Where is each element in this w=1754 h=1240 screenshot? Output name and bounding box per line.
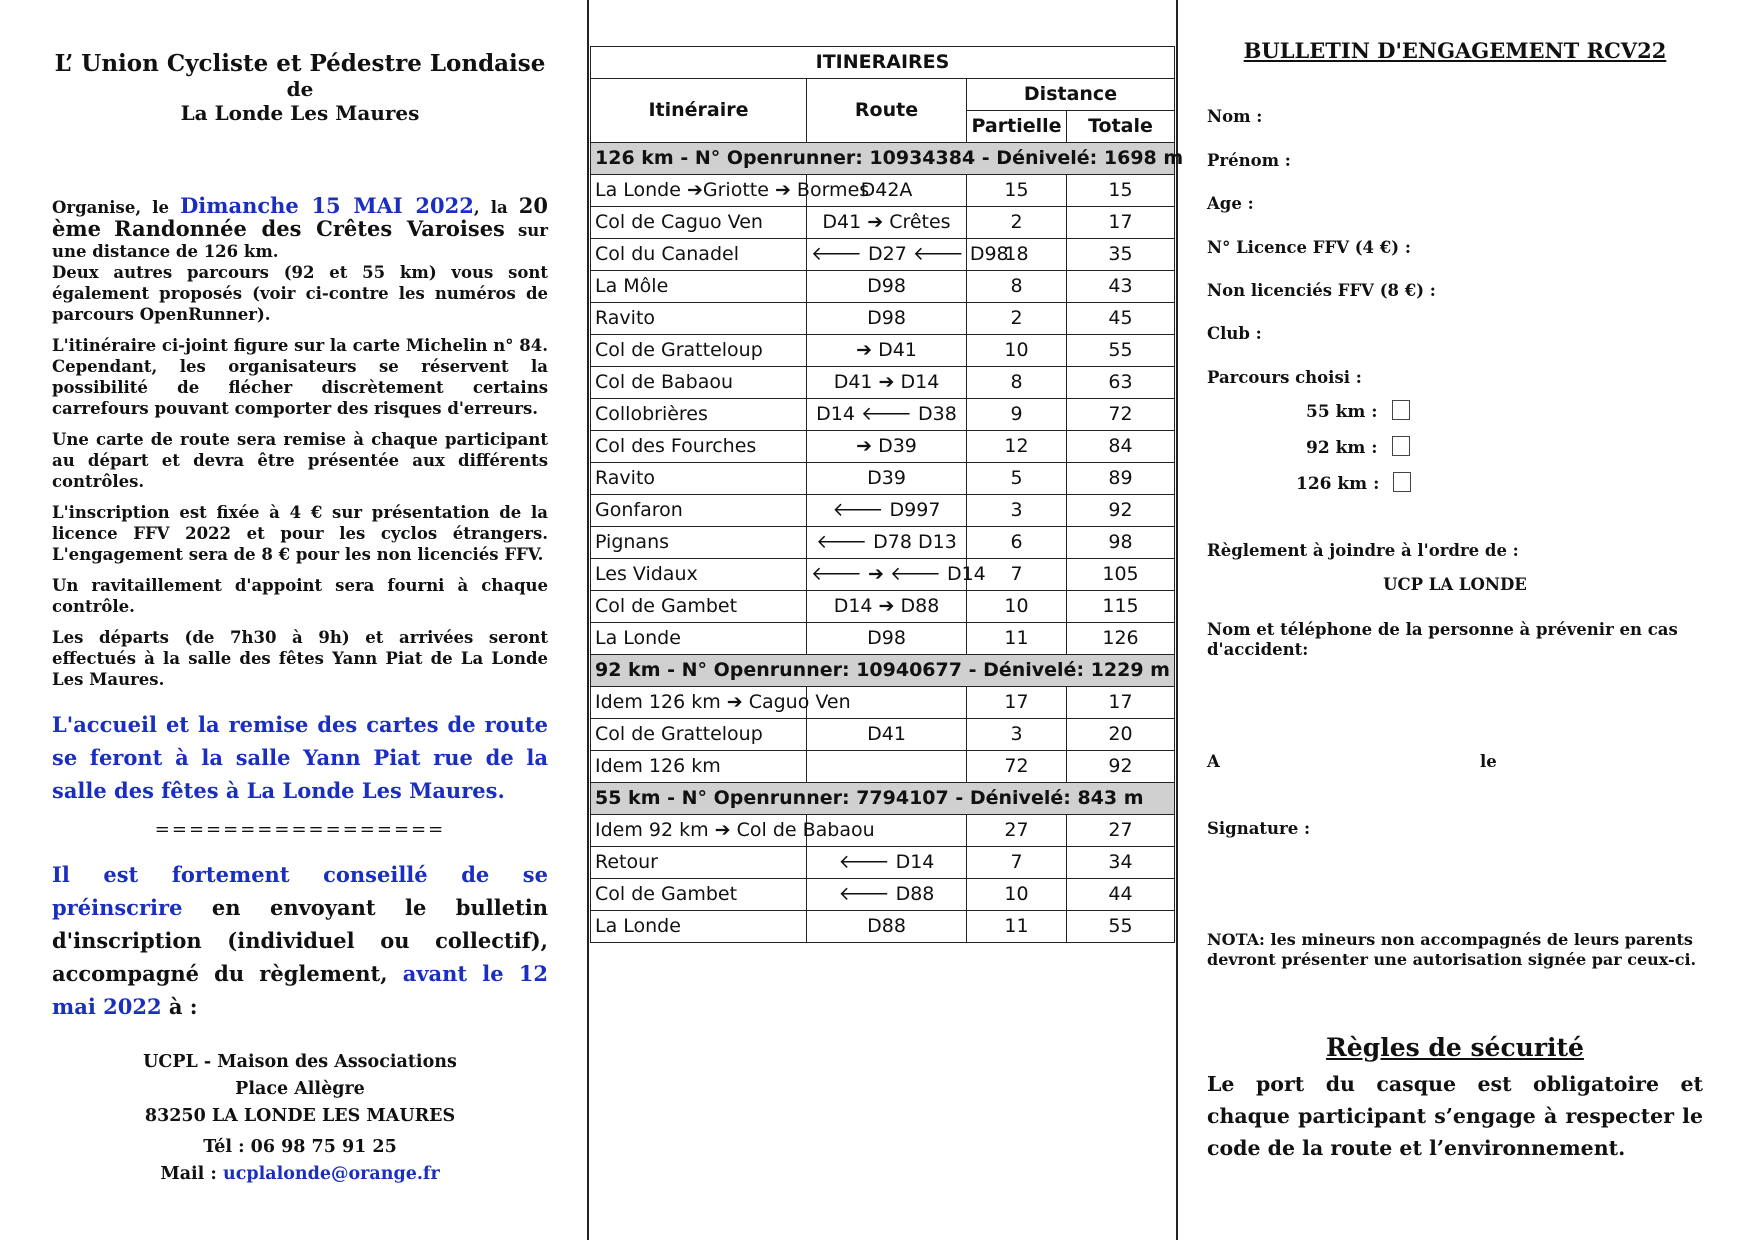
cell-totale: 44	[1067, 879, 1175, 911]
checkbox-55km[interactable]	[1392, 400, 1410, 420]
fee-paragraph: L'inscription est fixée à 4 € sur présentation de la licence FFV 2022 et pour les cyclos étrangers. L'engagement sera de 8 € pour les non licenciés FFV.	[52, 503, 548, 564]
table-title: ITINERAIRES	[591, 47, 1175, 79]
cell-itineraire: Retour	[591, 847, 807, 879]
table-row	[591, 751, 1175, 783]
cell-totale: 45	[1067, 303, 1175, 335]
field-nom[interactable]: Nom :	[1207, 107, 1263, 126]
prereg-deadline: avant le 12 mai 2022	[52, 961, 548, 1019]
section-label: 55 km - N° Openrunner: 7794107 - Dénivelé: 843 m	[591, 783, 1175, 815]
cell-partielle: 17	[967, 687, 1067, 719]
section-header	[591, 783, 1175, 815]
cell-itineraire: Idem 126 km	[591, 751, 807, 783]
welcome-paragraph: L'accueil et la remise des cartes de route se feront à la salle Yann Piat rue de la salle des fêtes à La Londe Les Maures.	[52, 712, 548, 803]
table-row	[591, 239, 1175, 271]
cell-partielle: 11	[967, 623, 1067, 655]
cell-partielle: 8	[967, 367, 1067, 399]
table-row	[591, 879, 1175, 911]
cell-partielle: 2	[967, 207, 1067, 239]
table-row	[591, 495, 1175, 527]
cell-partielle: 10	[967, 591, 1067, 623]
cell-partielle: 10	[967, 879, 1067, 911]
nota-text: NOTA: les mineurs non accompagnés de leurs parents devront présenter une autorisation signée par ceux-ci.	[1207, 930, 1697, 969]
cell-itineraire: Col du Canadel	[591, 239, 807, 271]
field-signature[interactable]: Signature :	[1207, 819, 1311, 838]
cell-route: 🡐 D88	[807, 879, 967, 911]
cell-itineraire: La Londe	[591, 623, 807, 655]
cell-itineraire: Gonfaron	[591, 495, 807, 527]
map-paragraph: L'itinéraire ci-joint figure sur la carte Michelin n° 84. Cependant, les organisateurs se réservent la possibilité de flécher discrètement certains carrefours pouvant comporter des risques d'erreurs.	[52, 336, 548, 418]
itineraries-table	[590, 46, 1184, 943]
cell-itineraire: Idem 92 km ➔ Col de Babaou	[591, 815, 807, 847]
cell-totale: 17	[1067, 687, 1175, 719]
cell-itineraire: La Londe	[591, 911, 807, 943]
cell-totale: 17	[1067, 207, 1175, 239]
club-title: L’ Union Cycliste et Pédestre Londaise	[54, 50, 546, 77]
cell-route: D41	[807, 719, 967, 751]
table-row	[591, 911, 1175, 943]
field-club[interactable]: Club :	[1207, 324, 1262, 343]
cell-route: D98	[807, 303, 967, 335]
cell-itineraire: Col de Caguo Ven	[591, 207, 807, 239]
cell-partielle: 8	[967, 271, 1067, 303]
cell-partielle: 18	[967, 239, 1067, 271]
cell-route: D88	[807, 911, 967, 943]
prereg-paragraph: Il est fortement conseillé de se préinscrire en envoyant le bulletin d'inscription (individuel ou collectif), accompagné du règlement, avant le 12 mai 2022 à :	[52, 862, 549, 1019]
cell-partielle: 11	[967, 911, 1067, 943]
checkbox-92km[interactable]	[1392, 436, 1410, 456]
cell-partielle: 7	[967, 559, 1067, 591]
field-place[interactable]: A	[1207, 752, 1220, 771]
intro-paragraph: Organise, le Dimanche 15 MAI 2022, la 20 ème Randonnée des Crêtes Varoises sur une distance de 126 km. Deux autres parcours (92 et 55 km) vous sont également proposés (voir ci-contre les numéros de parcours OpenRunner).	[52, 193, 548, 324]
section-label: 126 km - N° Openrunner: 10934384 - Dénivelé: 1698 m	[591, 143, 1175, 175]
section-label: 92 km - N° Openrunner: 10940677 - Dénivelé: 1229 m	[591, 655, 1175, 687]
cell-totale: 63	[1067, 367, 1175, 399]
cell-totale: 35	[1067, 239, 1175, 271]
table-row	[591, 207, 1175, 239]
emergency-contact-field[interactable]: Nom et téléphone de la personne à prévenir en cas d'accident:	[1207, 620, 1678, 659]
form-title: BULLETIN D'ENGAGEMENT RCV22	[1243, 38, 1667, 63]
field-age[interactable]: Age :	[1207, 194, 1254, 213]
field-prenom[interactable]: Prénom :	[1207, 151, 1291, 170]
section-header	[591, 143, 1175, 175]
cell-route: 🡐 D14	[807, 847, 967, 879]
cell-itineraire: La Londe ➔Griotte ➔ Bormes	[591, 175, 807, 207]
table-row	[591, 591, 1175, 623]
cell-route: ➔ D41	[807, 335, 967, 367]
table-row	[591, 527, 1175, 559]
cell-partielle: 5	[967, 463, 1067, 495]
cell-totale: 92	[1067, 751, 1175, 783]
field-date[interactable]: le	[1480, 752, 1497, 771]
registration-form	[1207, 0, 1703, 1240]
cell-partielle: 15	[967, 175, 1067, 207]
cell-itineraire: Col de Gratteloup	[591, 335, 807, 367]
cell-itineraire: La Môle	[591, 271, 807, 303]
club-de: de	[286, 77, 314, 101]
cell-partielle: 6	[967, 527, 1067, 559]
cell-itineraire: Col de Gambet	[591, 591, 807, 623]
cell-totale: 55	[1067, 335, 1175, 367]
cell-partielle: 10	[967, 335, 1067, 367]
header-route: Route	[807, 79, 967, 143]
table-row	[591, 463, 1175, 495]
cell-totale: 126	[1067, 623, 1175, 655]
left-panel	[52, 0, 548, 1240]
cell-route	[807, 751, 967, 783]
table-row	[591, 399, 1175, 431]
table-row	[591, 303, 1175, 335]
cell-route: D42A	[807, 175, 967, 207]
option-55km[interactable]: 55 km :	[1306, 400, 1410, 422]
cell-totale: 55	[1067, 911, 1175, 943]
cell-route: D14 ➔ D88	[807, 591, 967, 623]
header-partielle: Partielle	[967, 111, 1067, 143]
itineraries-body	[591, 143, 1184, 943]
cell-totale: 115	[1067, 591, 1175, 623]
cell-partielle: 12	[967, 431, 1067, 463]
field-licence[interactable]: N° Licence FFV (4 €) :	[1207, 238, 1411, 257]
cell-itineraire: Col de Gambet	[591, 879, 807, 911]
separator: =================	[154, 819, 446, 840]
cell-itineraire: Col des Fourches	[591, 431, 807, 463]
cell-partielle: 7	[967, 847, 1067, 879]
event-date: Dimanche 15 MAI 2022	[180, 193, 474, 218]
cell-route: 🡐 ➔ 🡐 D14	[807, 559, 967, 591]
card-paragraph: Une carte de route sera remise à chaque participant au départ et devra être présentée aux différents contrôles.	[52, 430, 548, 491]
cell-itineraire: Les Vidaux	[591, 559, 807, 591]
cell-itineraire: Ravito	[591, 463, 807, 495]
table-row	[591, 175, 1175, 207]
cell-route: D41 ➔ Crêtes	[807, 207, 967, 239]
phone: Tél : 06 98 75 91 25	[203, 1137, 397, 1157]
cell-totale: 72	[1067, 399, 1175, 431]
cell-itineraire: Col de Gratteloup	[591, 719, 807, 751]
header-distance: Distance	[967, 79, 1175, 111]
club-town: La Londe Les Maures	[180, 101, 420, 125]
section-header	[591, 655, 1175, 687]
table-row	[591, 559, 1175, 591]
cell-itineraire: Collobrières	[591, 399, 807, 431]
table-row	[591, 719, 1175, 751]
payment-label: Règlement à joindre à l'ordre de :	[1207, 541, 1519, 560]
cell-totale: 15	[1067, 175, 1175, 207]
cell-partielle: 72	[967, 751, 1067, 783]
cell-totale: 20	[1067, 719, 1175, 751]
cell-totale: 89	[1067, 463, 1175, 495]
table-row	[591, 431, 1175, 463]
food-paragraph: Un ravitaillement d'appoint sera fourni à chaque contrôle.	[52, 576, 548, 616]
cell-partielle: 3	[967, 719, 1067, 751]
cell-totale: 84	[1067, 431, 1175, 463]
table-row	[591, 335, 1175, 367]
option-126km[interactable]: 126 km :	[1296, 472, 1411, 494]
table-row	[591, 623, 1175, 655]
cell-partielle: 2	[967, 303, 1067, 335]
cell-totale: 92	[1067, 495, 1175, 527]
checkbox-126km[interactable]	[1393, 472, 1411, 492]
event-name: Randonnée des Crêtes Varoises	[114, 216, 505, 241]
cell-route: D98	[807, 623, 967, 655]
cell-totale: 105	[1067, 559, 1175, 591]
table-row	[591, 271, 1175, 303]
cell-route: D41 ➔ D14	[807, 367, 967, 399]
cell-partielle: 9	[967, 399, 1067, 431]
cell-itineraire: Idem 126 km ➔ Caguo Ven	[591, 687, 807, 719]
cell-totale: 43	[1067, 271, 1175, 303]
field-parcours-label: Parcours choisi :	[1207, 368, 1362, 387]
cell-route: 🡐 D78 D13	[807, 527, 967, 559]
cell-route: D39	[807, 463, 967, 495]
table-row	[591, 687, 1175, 719]
cell-totale: 34	[1067, 847, 1175, 879]
column-divider-right	[1176, 0, 1178, 1240]
cell-itineraire: Ravito	[591, 303, 807, 335]
cell-itineraire: Col de Babaou	[591, 367, 807, 399]
header-totale: Totale	[1067, 111, 1175, 143]
cell-route: ➔ D39	[807, 431, 967, 463]
column-divider-left	[587, 0, 589, 1240]
cell-route: D14 🡐 D38	[807, 399, 967, 431]
safety-title: Règles de sécurité	[1326, 1033, 1584, 1062]
cell-route: 🡐 D997	[807, 495, 967, 527]
email-link[interactable]: ucplalonde@orange.fr	[222, 1164, 440, 1184]
cell-partielle: 27	[967, 815, 1067, 847]
cell-route: 🡐 D27 🡐 D98	[807, 239, 967, 271]
cell-totale: 98	[1067, 527, 1175, 559]
header-itineraire: Itinéraire	[591, 79, 807, 143]
start-paragraph: Les départs (de 7h30 à 9h) et arrivées seront effectués à la salle des fêtes Yann Piat de La Londe Les Maures.	[52, 628, 548, 689]
field-non-licence[interactable]: Non licenciés FFV (8 €) :	[1207, 281, 1436, 300]
cell-totale: 27	[1067, 815, 1175, 847]
cell-partielle: 3	[967, 495, 1067, 527]
cell-route: D98	[807, 271, 967, 303]
safety-text: Le port du casque est obligatoire et chaque participant s’engage à respecter le code de la route et l’environnement.	[1207, 1072, 1703, 1160]
table-row	[591, 815, 1175, 847]
itineraries-panel	[590, 0, 1184, 1240]
address-block: UCPL - Maison des Associations Place Allègre 83250 LA LONDE LES MAURES Tél : 06 98 75 91 25 Mail : ucplalonde@orange.fr	[52, 1049, 548, 1188]
table-row	[591, 367, 1175, 399]
cell-itineraire: Pignans	[591, 527, 807, 559]
option-92km[interactable]: 92 km :	[1306, 436, 1410, 458]
table-row	[591, 847, 1175, 879]
payee: UCP LA LONDE	[1383, 575, 1527, 594]
